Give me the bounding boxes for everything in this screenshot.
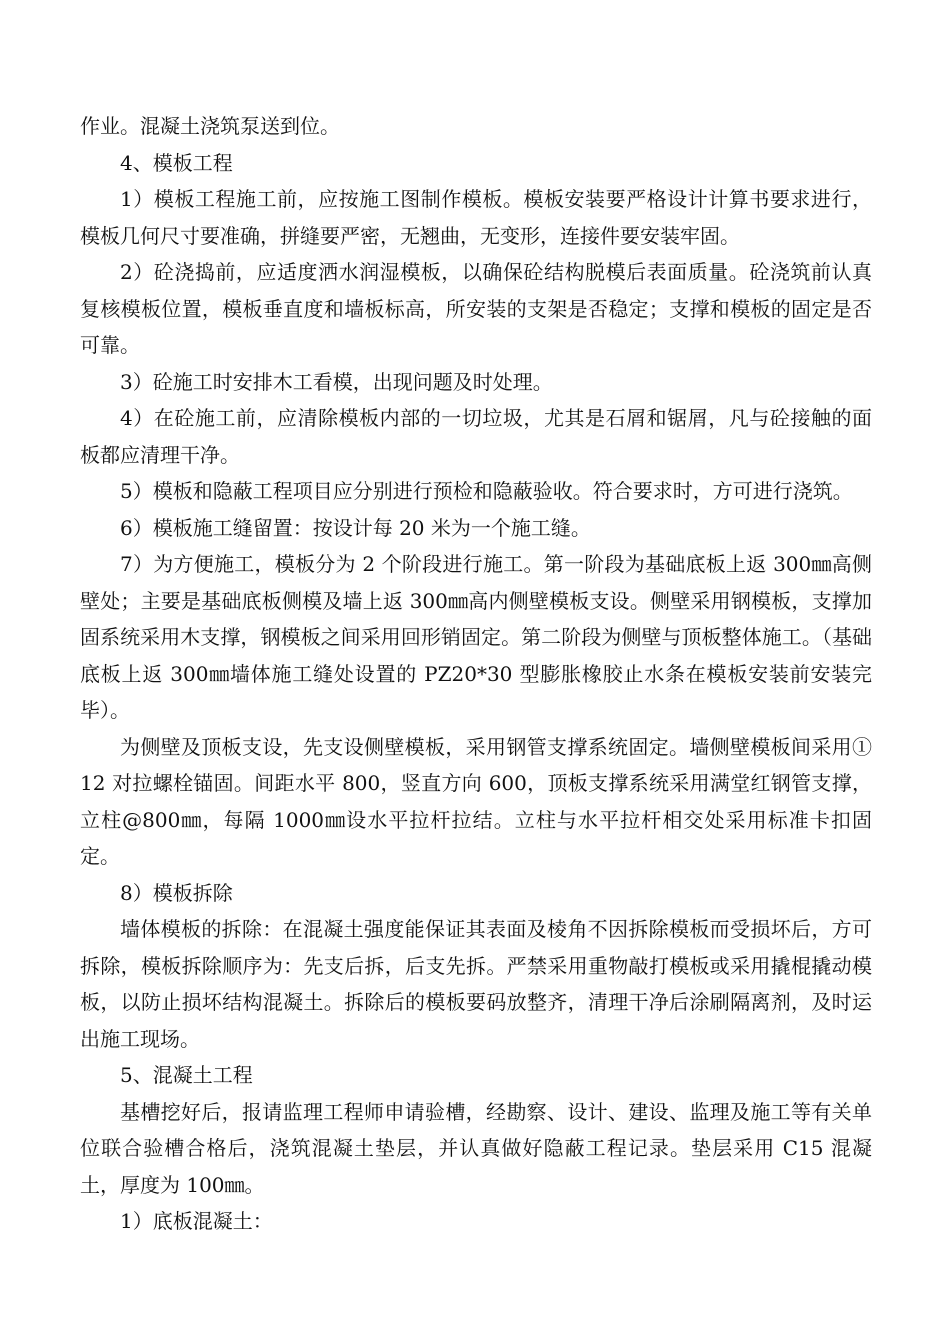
- formwork-item-8: 8）模板拆除: [120, 880, 233, 905]
- document-page: [80, 108, 872, 1240]
- section-heading-concrete: 5、混凝土工程: [120, 1063, 253, 1087]
- formwork-removal-paragraph: 墙体模板的拆除：在混凝土强度能保证其表面及棱角不因拆除模板而受损坏后，方可拆除，模板拆除顺序为：先支后拆，后支先拆。严禁采用重物敲打模板或采用撬棍撬动模板，以防止损坏结构混凝土。拆除后的模板要码放整齐，清理干净后涂刷隔离剂，及时运出施工现场。: [80, 917, 872, 1051]
- formwork-item-2: 2）砼浇捣前，应适度洒水润湿模板，以确保砼结构脱模后表面质量。砼浇筑前认真复核模板位置，模板垂直度和墙板标高，所安装的支架是否稳定；支撑和模板的固定是否可靠。: [80, 260, 872, 357]
- concrete-item-1: 1）底板混凝土：: [120, 1209, 273, 1233]
- formwork-item-5: 5）模板和隐蔽工程项目应分别进行预检和隐蔽验收。符合要求时，方可进行浇筑。: [120, 479, 853, 503]
- section-heading-formwork: 4、模板工程: [120, 150, 233, 175]
- concrete-intro-paragraph: 基槽挖好后，报请监理工程师申请验槽，经勘察、设计、建设、监理及施工等有关单位联合验槽合格后，浇筑混凝土垫层，并认真做好隐蔽工程记录。垫层采用 C15 混凝土，厚度为 100㎜。: [80, 1099, 872, 1197]
- formwork-item-3: 3）砼施工时安排木工看模，出现问题及时处理。: [120, 369, 553, 394]
- formwork-item-1: 1）模板工程施工前，应按施工图制作模板。模板安装要严格设计计算书要求进行，模板几何尺寸要准确，拼缝要严密，无翘曲，无变形，连接件要安装牢固。: [80, 187, 872, 248]
- formwork-item-6: 6）模板施工缝留置：按设计每 20 米为一个施工缝。: [120, 515, 591, 540]
- formwork-item-4: 4）在砼施工前，应清除模板内部的一切垃圾，尤其是石屑和锯屑，凡与砼接触的面板都应清理干净。: [80, 406, 872, 467]
- paragraph-continuation: 作业。混凝土浇筑泵送到位。: [80, 114, 340, 138]
- formwork-item-7: 7）为方便施工，模板分为 2 个阶段进行施工。第一阶段为基础底板上返 300㎜高侧壁处；主要是基础底板侧模及墙上返 300㎜高内侧壁模板支设。侧壁采用钢模板，支撑加固系统采用木支撑，钢模板之间采用回形销固定。第二阶段为侧壁与顶板整体施工。（基础底板上返 300㎜墙体施工缝处设置的 PZ20*30 型膨胀橡胶止水条在模板安装前安装完毕）。: [80, 552, 872, 722]
- formwork-support-paragraph: 为侧壁及顶板支设，先支设侧壁模板，采用钢管支撑系统固定。墙侧壁模板间采用① 12 对拉螺栓锚固。间距水平 800，竖直方向 600，顶板支撑系统采用满堂红钢管支撑，立柱@800㎜，每隔 1000㎜设水平拉杆拉结。立柱与水平拉杆相交处采用标准卡扣固定。: [80, 734, 872, 868]
